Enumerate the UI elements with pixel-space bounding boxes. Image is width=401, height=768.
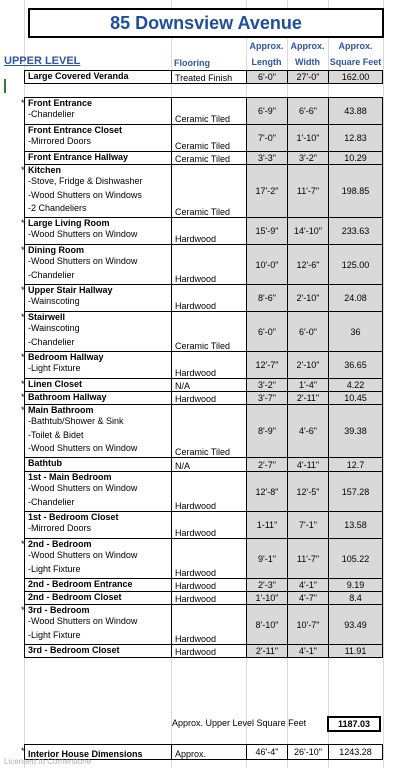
flooring-cell: Treated Finish bbox=[172, 71, 247, 84]
interior-length: 46'-4" bbox=[247, 745, 288, 760]
table-row bbox=[25, 379, 383, 392]
width-cell: 27'-0" bbox=[288, 71, 329, 84]
length-cell: 17'-2" bbox=[247, 165, 288, 218]
room-detail: -Wood Shutters on Window bbox=[28, 483, 138, 493]
length-cell: 1-11" bbox=[247, 512, 288, 539]
room-detail: -Wainscoting bbox=[28, 296, 80, 306]
table-row bbox=[25, 352, 383, 379]
room-name: 1st - Main Bedroom bbox=[28, 472, 112, 482]
flooring-cell: Ceramic Tiled bbox=[172, 165, 247, 218]
room-name: Dining Room bbox=[28, 245, 84, 255]
room-cell bbox=[25, 579, 172, 592]
room-detail: -Light Fixture bbox=[28, 563, 81, 574]
room-name: Bedroom Hallway bbox=[28, 352, 104, 362]
room-detail: -Stove, Fridge & Dishwasher bbox=[28, 176, 143, 186]
sqft-cell: 13.58 bbox=[329, 512, 383, 539]
table-row bbox=[25, 71, 383, 84]
length-cell: 7'-0" bbox=[247, 125, 288, 152]
length-cell: 1'-10" bbox=[247, 592, 288, 605]
room-cell bbox=[25, 245, 172, 285]
interior-sqft: 1243.28 bbox=[329, 745, 383, 760]
width-cell: 4'-11" bbox=[288, 458, 329, 472]
room-name: Front Entrance Closet bbox=[28, 125, 123, 135]
room-detail: -Wood Shutters on Window bbox=[28, 256, 138, 266]
flooring-cell: Hardwood bbox=[172, 392, 247, 405]
interior-star: * bbox=[21, 746, 25, 756]
table-row bbox=[25, 605, 383, 645]
length-cell: 2'-3" bbox=[247, 579, 288, 592]
length-cell: 3'-3" bbox=[247, 152, 288, 165]
room-name: 2nd - Bedroom bbox=[28, 539, 92, 549]
room-detail: -Wood Shutters on Window bbox=[28, 443, 138, 453]
table-row bbox=[25, 218, 383, 245]
spacer-row bbox=[25, 84, 383, 98]
width-cell: 6'-6" bbox=[288, 98, 329, 125]
width-cell: 4'-1" bbox=[288, 579, 329, 592]
flooring-cell: Hardwood bbox=[172, 605, 247, 645]
room-cell bbox=[25, 285, 172, 312]
width-cell: 7'-1" bbox=[288, 512, 329, 539]
interior-name: Interior House Dimensions bbox=[25, 745, 172, 760]
flooring-cell: Hardwood bbox=[172, 245, 247, 285]
total-label: Approx. Upper Level Square Feet bbox=[172, 718, 307, 728]
room-detail: -Toilet & Bidet bbox=[28, 429, 84, 440]
flooring-cell: Hardwood bbox=[172, 512, 247, 539]
room-detail: -Chandelier bbox=[28, 269, 75, 280]
table-row bbox=[25, 458, 383, 472]
sqft-cell: 12.7 bbox=[329, 458, 383, 472]
room-cell bbox=[25, 605, 172, 645]
flooring-cell: Hardwood bbox=[172, 592, 247, 605]
room-cell bbox=[25, 152, 172, 165]
room-cell bbox=[25, 405, 172, 458]
width-cell: 10'-7" bbox=[288, 605, 329, 645]
width-cell: 6'-0" bbox=[288, 312, 329, 352]
width-cell: 12'-5" bbox=[288, 472, 329, 512]
width-cell: 11'-7" bbox=[288, 165, 329, 218]
room-cell bbox=[25, 98, 172, 125]
star-marker: * bbox=[21, 218, 25, 228]
room-name: Stairwell bbox=[28, 312, 66, 322]
room-cell bbox=[25, 458, 172, 472]
length-cell: 8'-6" bbox=[247, 285, 288, 312]
table-row bbox=[25, 245, 383, 285]
watermark: Licensed to Cornerstone bbox=[4, 757, 92, 766]
room-name: 1st - Bedroom Closet bbox=[28, 512, 119, 522]
room-name: Bathtub bbox=[28, 458, 62, 468]
room-detail: -Wainscoting bbox=[28, 323, 80, 333]
width-cell: 4'-6" bbox=[288, 405, 329, 458]
width-cell: 12'-6" bbox=[288, 245, 329, 285]
width-cell: 4'-7" bbox=[288, 592, 329, 605]
room-detail: -Chandelier bbox=[28, 496, 75, 507]
width-cell: 2'-10" bbox=[288, 285, 329, 312]
length-cell: 10'-0" bbox=[247, 245, 288, 285]
length-cell: 3'-2" bbox=[247, 379, 288, 392]
room-name: Upper Stair Hallway bbox=[28, 285, 113, 295]
room-detail: -Wood Shutters on Window bbox=[28, 550, 138, 560]
header-sqft: Square Feet bbox=[329, 57, 382, 67]
flooring-cell: Hardwood bbox=[172, 539, 247, 579]
table-row bbox=[25, 472, 383, 512]
room-cell bbox=[25, 539, 172, 579]
table-row bbox=[25, 512, 383, 539]
star-marker: * bbox=[21, 405, 25, 415]
sqft-cell: 12.83 bbox=[329, 125, 383, 152]
length-cell: 6'-0" bbox=[247, 312, 288, 352]
length-cell: 6'-0" bbox=[247, 71, 288, 84]
sqft-cell: 11.91 bbox=[329, 645, 383, 658]
section-label: UPPER LEVEL bbox=[4, 55, 81, 67]
sqft-cell: 233.63 bbox=[329, 218, 383, 245]
sqft-cell: 10.29 bbox=[329, 152, 383, 165]
room-name: Large Living Room bbox=[28, 218, 110, 228]
room-name: 2nd - Bedroom Entrance bbox=[28, 579, 133, 589]
length-cell: 12'-7" bbox=[247, 352, 288, 379]
sqft-cell: 36.65 bbox=[329, 352, 383, 379]
interior-width: 26'-10" bbox=[288, 745, 329, 760]
length-cell: 2'-11" bbox=[247, 645, 288, 658]
star-marker: * bbox=[21, 165, 25, 175]
width-cell: 14'-10" bbox=[288, 218, 329, 245]
room-detail: -Mirrored Doors bbox=[28, 523, 92, 533]
sqft-cell: 43.88 bbox=[329, 98, 383, 125]
room-cell bbox=[25, 352, 172, 379]
star-marker: * bbox=[21, 539, 25, 549]
length-cell: 8'-10" bbox=[247, 605, 288, 645]
room-name: Main Bathroom bbox=[28, 405, 94, 415]
sqft-cell: 4.22 bbox=[329, 379, 383, 392]
spacer-cell bbox=[25, 84, 383, 98]
sqft-cell: 157.28 bbox=[329, 472, 383, 512]
sqft-cell: 125.00 bbox=[329, 245, 383, 285]
room-cell bbox=[25, 379, 172, 392]
length-cell: 2'-7" bbox=[247, 458, 288, 472]
room-cell bbox=[25, 71, 172, 84]
length-cell: 3'-7" bbox=[247, 392, 288, 405]
room-detail: -Wood Shutters on Window bbox=[28, 229, 138, 239]
flooring-cell: Ceramic Tiled bbox=[172, 405, 247, 458]
room-detail: -2 Chandeliers bbox=[28, 203, 87, 213]
table-row bbox=[25, 152, 383, 165]
star-marker: * bbox=[21, 285, 25, 295]
sqft-cell: 162.00 bbox=[329, 71, 383, 84]
total-value: 1187.03 bbox=[327, 716, 381, 732]
flooring-cell: Hardwood bbox=[172, 218, 247, 245]
flooring-cell: Hardwood bbox=[172, 472, 247, 512]
flooring-cell: Ceramic Tiled bbox=[172, 312, 247, 352]
room-cell bbox=[25, 472, 172, 512]
room-name: Linen Closet bbox=[28, 379, 83, 389]
room-name: Large Covered Veranda bbox=[28, 71, 129, 81]
star-marker: * bbox=[21, 392, 25, 402]
length-cell: 12'-8" bbox=[247, 472, 288, 512]
header-width-top: Approx. bbox=[290, 41, 325, 51]
room-cell bbox=[25, 392, 172, 405]
width-cell: 2'-10" bbox=[288, 352, 329, 379]
table-row bbox=[25, 645, 383, 658]
room-detail: -Chandelier bbox=[28, 109, 75, 119]
table-row bbox=[25, 125, 383, 152]
table-row bbox=[25, 165, 383, 218]
flooring-cell: Hardwood bbox=[172, 579, 247, 592]
room-detail: -Mirrored Doors bbox=[28, 136, 92, 146]
width-cell: 3'-2" bbox=[288, 152, 329, 165]
flooring-cell: Hardwood bbox=[172, 285, 247, 312]
room-cell bbox=[25, 218, 172, 245]
sqft-cell: 198.85 bbox=[329, 165, 383, 218]
length-cell: 15'-9" bbox=[247, 218, 288, 245]
grid-line bbox=[383, 0, 384, 768]
sqft-cell: 24.08 bbox=[329, 285, 383, 312]
room-name: Front Entrance bbox=[28, 98, 93, 108]
header-length-top: Approx. bbox=[249, 41, 284, 51]
header-sqft-top: Approx. bbox=[338, 41, 373, 51]
flooring-cell: N/A bbox=[172, 379, 247, 392]
table-row bbox=[25, 312, 383, 352]
room-cell bbox=[25, 125, 172, 152]
star-marker: * bbox=[21, 245, 25, 255]
room-detail: -Light Fixture bbox=[28, 629, 81, 640]
flooring-cell: Hardwood bbox=[172, 645, 247, 658]
length-cell: 6'-9" bbox=[247, 98, 288, 125]
sqft-cell: 8.4 bbox=[329, 592, 383, 605]
page-title: 85 Downsview Avenue bbox=[28, 8, 384, 38]
table-row bbox=[25, 579, 383, 592]
star-marker: * bbox=[21, 605, 25, 615]
length-cell: 9'-1" bbox=[247, 539, 288, 579]
flooring-cell: Ceramic Tiled bbox=[172, 98, 247, 125]
room-detail: -Wood Shutters on Window bbox=[28, 616, 138, 626]
sqft-cell: 9.19 bbox=[329, 579, 383, 592]
room-name: 2nd - Bedroom Closet bbox=[28, 592, 122, 602]
header-width: Width bbox=[295, 57, 320, 67]
sqft-cell: 39.38 bbox=[329, 405, 383, 458]
sqft-cell: 105.22 bbox=[329, 539, 383, 579]
room-name: Front Entrance Hallway bbox=[28, 152, 129, 162]
table-row bbox=[25, 98, 383, 125]
width-cell: 4'-1" bbox=[288, 645, 329, 658]
room-detail: -Light Fixture bbox=[28, 363, 81, 373]
flooring-cell: Ceramic Tiled bbox=[172, 125, 247, 152]
flooring-cell: Hardwood bbox=[172, 352, 247, 379]
star-marker: * bbox=[21, 352, 25, 362]
room-detail: -Wood Shutters on Windows bbox=[28, 189, 142, 200]
star-marker: * bbox=[21, 379, 25, 389]
room-name: 3rd - Bedroom bbox=[28, 605, 90, 615]
room-detail: -Chandelier bbox=[28, 336, 75, 347]
table-row bbox=[25, 539, 383, 579]
room-cell bbox=[25, 645, 172, 658]
sqft-cell: 36 bbox=[329, 312, 383, 352]
room-cell bbox=[25, 592, 172, 605]
width-cell: 2'-11" bbox=[288, 392, 329, 405]
room-name: 3rd - Bedroom Closet bbox=[28, 645, 120, 655]
width-cell: 1'-10" bbox=[288, 125, 329, 152]
width-cell: 1'-4" bbox=[288, 379, 329, 392]
table-row bbox=[25, 392, 383, 405]
width-cell: 11'-7" bbox=[288, 539, 329, 579]
flooring-cell: Ceramic Tiled bbox=[172, 152, 247, 165]
room-cell bbox=[25, 312, 172, 352]
table-row bbox=[25, 285, 383, 312]
sqft-cell: 10.45 bbox=[329, 392, 383, 405]
room-name: Bathroom Hallway bbox=[28, 392, 107, 402]
rooms-table bbox=[24, 70, 383, 658]
star-marker: * bbox=[21, 98, 25, 108]
star-marker: * bbox=[21, 312, 25, 322]
header-flooring: Flooring bbox=[174, 58, 210, 68]
table-row bbox=[25, 405, 383, 458]
selected-row-marker bbox=[4, 79, 6, 93]
room-name: Kitchen bbox=[28, 165, 62, 175]
flooring-cell: N/A bbox=[172, 458, 247, 472]
room-detail: -Bathtub/Shower & Sink bbox=[28, 416, 124, 426]
room-cell bbox=[25, 165, 172, 218]
table-row bbox=[25, 592, 383, 605]
sqft-cell: 93.49 bbox=[329, 605, 383, 645]
length-cell: 8'-9" bbox=[247, 405, 288, 458]
room-cell bbox=[25, 512, 172, 539]
header-length: Length bbox=[251, 57, 282, 67]
interior-flooring: Approx. bbox=[172, 745, 247, 760]
